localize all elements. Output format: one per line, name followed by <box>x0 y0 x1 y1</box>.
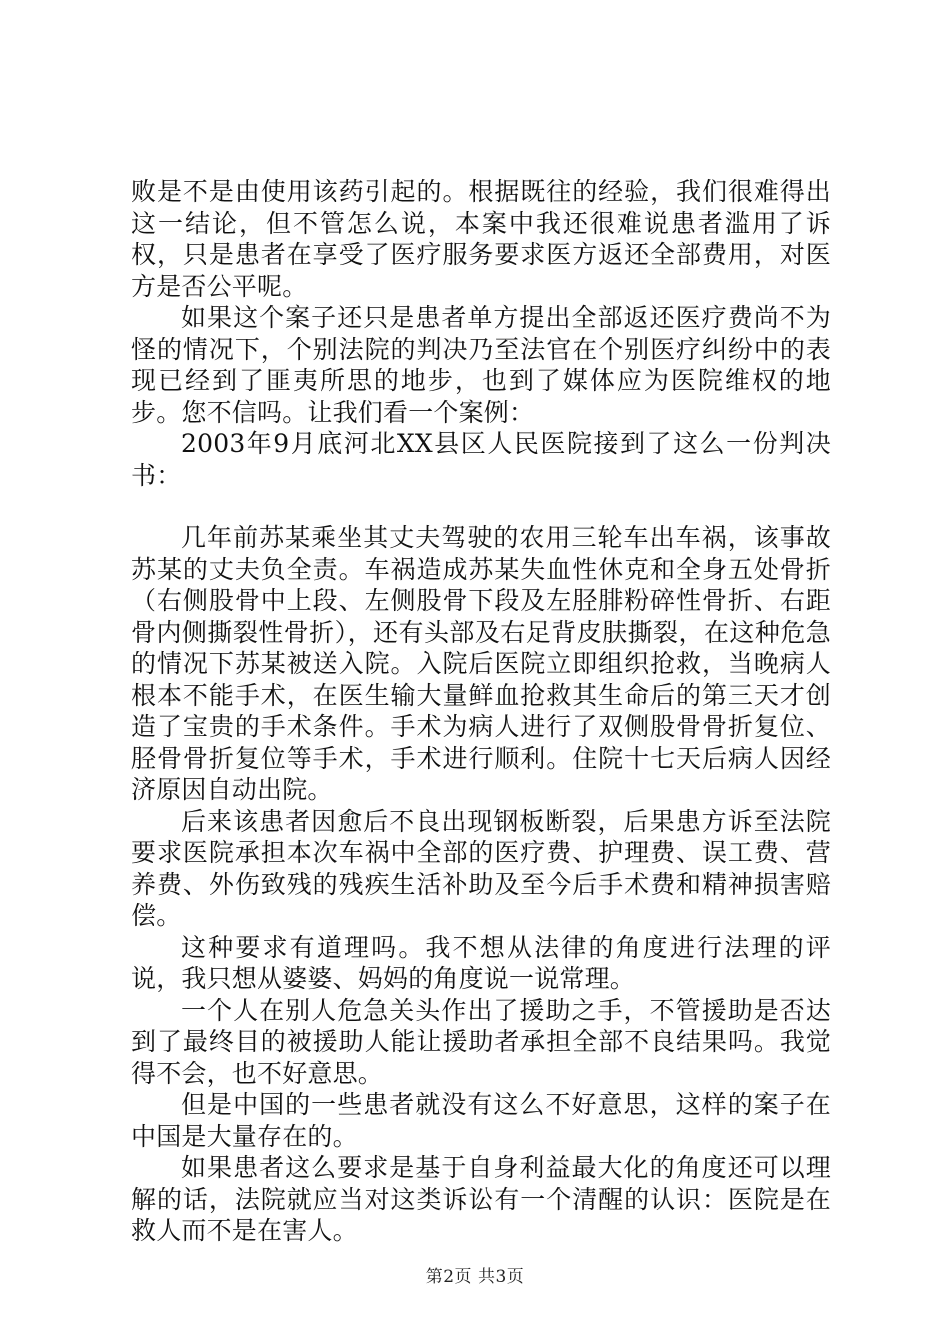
paragraph-case-details: 几年前苏某乘坐其丈夫驾驶的农用三轮车出车祸，该事故苏某的丈夫负全责。车祸造成苏某失血性休克和全身五处骨折（右侧股骨中上段、左侧股骨下段及左胫腓粉碎性骨折、右距骨内侧撕裂性骨折），还有头部及右足背皮肤撕裂，在这种危急的情况下苏某被送入院。入院后医院立即组织抢救，当晚病人根本不能手术，在医生输大量鲜血抢救其生命后的第三天才创造了宝贵的手术条件。手术为病人进行了双侧股骨骨折复位、胫骨骨折复位等手术，手术进行顺利。住院十七天后病人因经济原因自动出院。 <box>131 523 831 804</box>
paragraph-reasonableness: 这种要求有道理吗。我不想从法律的角度进行法理的评说，我只想从婆婆、妈妈的角度说一说常理。 <box>131 932 831 993</box>
paragraph-case-intro: 如果这个案子还只是患者单方提出全部返还医疗费尚不为怪的情况下，个别法院的判决乃至法官在个别医疗纠纷中的表现已经到了匪夷所思的地步，也到了媒体应为医院维权的地步。您不信吗。让我们看一个案例： <box>131 303 831 427</box>
page-number-footer: 第2页 共3页 <box>425 1267 525 1287</box>
paragraph-lawsuit: 后来该患者因愈后不良出现钢板断裂，后果患方诉至法院要求医院承担本次车祸中全部的医疗费、护理费、误工费、营养费、外伤致残的残疾生活补助及至今后手术费和精神损害赔偿。 <box>131 806 831 930</box>
paragraph-judgment-notice: 2003年9月底河北XX县区人民医院接到了这么一份判决书： <box>131 429 831 490</box>
paragraph-continuation: 败是不是由使用该药引起的。根据既往的经验，我们很难得出这一结论，但不管怎么说，本案中我还很难说患者滥用了诉权，只是患者在享受了医疗服务要求医方返还全部费用，对医方是否公平呢。 <box>131 177 831 301</box>
document-body <box>131 176 831 1247</box>
paragraph-conclusion: 如果患者这么要求是基于自身利益最大化的角度还可以理解的话，法院就应当对这类诉讼有一个清醒的认识：医院是在救人而不是在害人。 <box>131 1153 831 1245</box>
paragraph-chinese-patients: 但是中国的一些患者就没有这么不好意思，这样的案子在中国是大量存在的。 <box>131 1090 831 1151</box>
paragraph-common-sense: 一个人在别人危急关头作出了援助之手，不管援助是否达到了最终目的被援助人能让援助者承担全部不良结果吗。我觉得不会，也不好意思。 <box>131 995 831 1088</box>
